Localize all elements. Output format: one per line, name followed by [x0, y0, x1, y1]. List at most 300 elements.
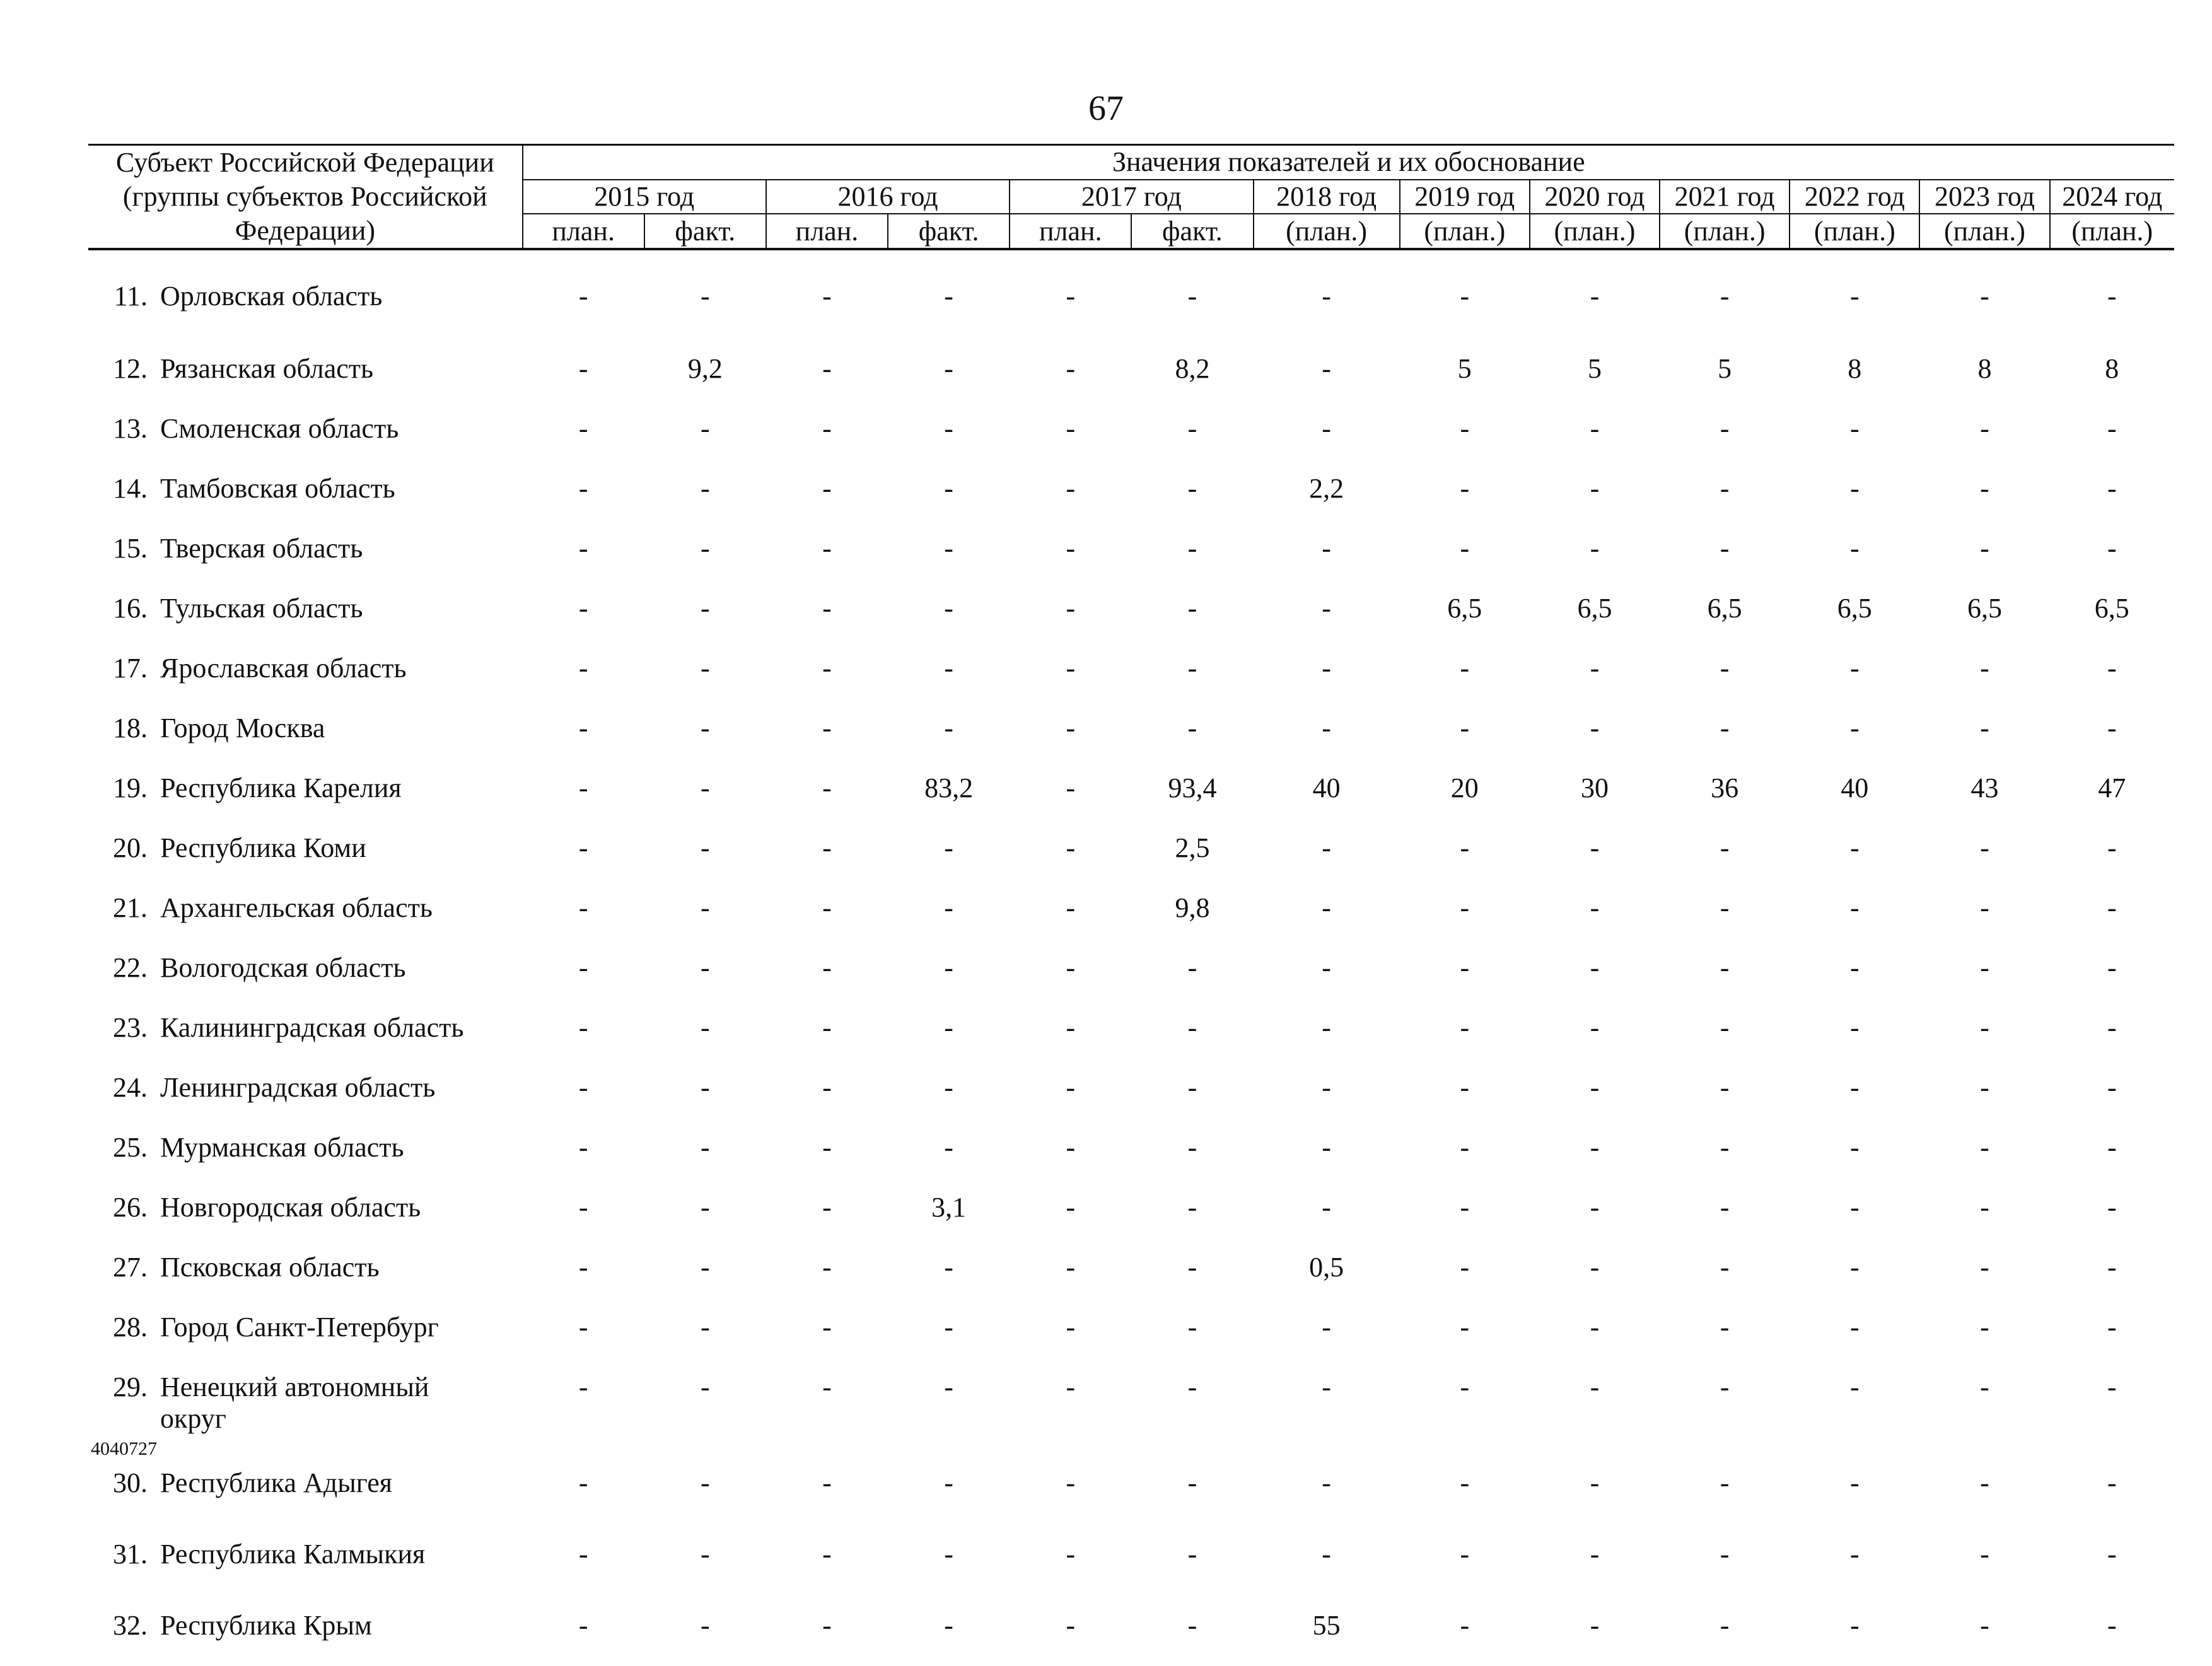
value-cell: - — [1460, 413, 1470, 444]
value-cell: - — [1849, 1252, 1860, 1283]
table-row — [88, 1523, 2174, 1595]
value-cell: - — [578, 1467, 588, 1498]
subject-cell — [88, 1121, 523, 1180]
value-cell: - — [1980, 281, 1989, 312]
value-cell: - — [822, 1610, 832, 1641]
row-number: 14. — [113, 473, 148, 504]
value-cell: - — [700, 1539, 710, 1570]
value-cell: - — [1849, 473, 1860, 504]
value-cell: - — [1849, 1610, 1860, 1641]
value-cell: - — [578, 952, 588, 983]
subheader-plan-2023: (план.) — [1919, 214, 2049, 249]
value-cell: - — [1720, 1252, 1730, 1283]
value-cell: - — [1849, 952, 1860, 983]
value-cell: - — [944, 1539, 953, 1570]
subheader-plan-2022: (план.) — [1790, 214, 1919, 249]
value-cell: - — [1590, 533, 1600, 564]
value-cell: - — [1980, 1012, 1989, 1043]
value-cell: - — [944, 1252, 953, 1283]
value-cell: - — [1187, 1610, 1197, 1641]
value-cell: - — [578, 772, 588, 803]
subheader-plan-2016: план. — [766, 214, 888, 249]
value-cell: - — [700, 653, 710, 684]
value-cell: 55 — [1312, 1610, 1341, 1641]
value-cell: - — [944, 281, 953, 312]
value-cell: - — [944, 593, 953, 624]
value-cell: - — [2107, 1072, 2117, 1103]
value-cell: - — [1066, 593, 1076, 624]
value-cell: - — [1322, 413, 1331, 444]
subject-name: Республика Адыгея — [160, 1467, 393, 1498]
value-cell: - — [1322, 1192, 1331, 1223]
value-cell: - — [1322, 1539, 1331, 1570]
subject-name: Город Санкт-Петербург — [160, 1312, 439, 1343]
value-cell: - — [700, 1372, 710, 1402]
value-cell: - — [1322, 1132, 1331, 1163]
subheader-plan-2017: план. — [1010, 214, 1131, 249]
subject-name: Мурманская область — [160, 1132, 404, 1163]
value-cell: - — [2107, 653, 2117, 684]
value-cell: - — [1980, 1192, 1989, 1223]
value-cell: - — [1720, 1610, 1730, 1641]
value-cell: - — [1849, 281, 1860, 312]
row-number: 17. — [113, 653, 148, 684]
value-cell: - — [1849, 1372, 1860, 1402]
value-cell: - — [2107, 1132, 2117, 1163]
value-cell: - — [1849, 832, 1860, 863]
table-row — [88, 881, 2174, 941]
value-cell: 2,5 — [1175, 832, 1210, 863]
value-cell: - — [1460, 1467, 1470, 1498]
value-cell: - — [822, 1312, 832, 1343]
value-cell: - — [822, 593, 832, 624]
subject-name: Рязанская область — [160, 353, 374, 384]
value-cell: - — [1980, 952, 1989, 983]
value-cell: - — [944, 413, 953, 444]
subject-name: Архангельская область — [160, 892, 433, 923]
document-id: 4040727 — [91, 1438, 157, 1459]
subheader-plan-2021: (план.) — [1660, 214, 1790, 249]
value-cell: - — [1460, 832, 1470, 863]
value-cell: - — [822, 952, 832, 983]
value-cell: - — [1590, 892, 1600, 923]
value-cell: - — [1066, 413, 1076, 444]
row-number: 22. — [113, 952, 148, 983]
value-cell: - — [1849, 1132, 1860, 1163]
value-cell: - — [1590, 653, 1600, 684]
value-cell: - — [1590, 1012, 1600, 1043]
value-cell: - — [822, 772, 832, 803]
value-cell: - — [1590, 1610, 1600, 1641]
value-cell: - — [1460, 1192, 1470, 1223]
value-cell: - — [1720, 832, 1730, 863]
value-cell: - — [1322, 892, 1331, 923]
subject-cell — [88, 641, 523, 701]
value-cell: - — [1720, 1539, 1730, 1570]
value-cell: 36 — [1711, 772, 1739, 803]
value-cell: - — [700, 832, 710, 863]
subject-cell — [88, 1452, 523, 1523]
value-cell: - — [1066, 473, 1076, 504]
value-cell: 2,2 — [1309, 473, 1344, 504]
value-cell: - — [1849, 713, 1860, 743]
value-cell: - — [1980, 473, 1989, 504]
value-cell: 9,8 — [1175, 892, 1210, 923]
table-row — [88, 1061, 2174, 1121]
value-cell: - — [944, 1132, 953, 1163]
value-cell: - — [1187, 1192, 1197, 1223]
value-cell: - — [1187, 1539, 1197, 1570]
value-cell: 6,5 — [1967, 593, 2002, 624]
value-cell: - — [700, 952, 710, 983]
value-cell: - — [1590, 1312, 1600, 1343]
value-cell: - — [1460, 892, 1470, 923]
value-cell: - — [700, 713, 710, 743]
value-cell: - — [1720, 1467, 1730, 1498]
subheader-plan-2018: (план.) — [1254, 214, 1400, 249]
value-cell: - — [578, 1252, 588, 1283]
value-cell: - — [822, 1467, 832, 1498]
value-cell: - — [1322, 1012, 1331, 1043]
value-cell: - — [1720, 281, 1730, 312]
value-cell: - — [1322, 832, 1331, 863]
value-cell: - — [822, 353, 832, 384]
value-cell: 6,5 — [1837, 593, 1872, 624]
value-cell: - — [1066, 653, 1076, 684]
value-cell: - — [700, 1012, 710, 1043]
table-row — [88, 521, 2174, 581]
value-cell: - — [1849, 413, 1860, 444]
year-header-2024: 2024 год — [2050, 180, 2174, 214]
subject-cell — [88, 1061, 523, 1121]
value-cell: - — [822, 413, 832, 444]
value-cell: - — [1980, 1072, 1989, 1103]
value-cell: - — [1187, 653, 1197, 684]
subject-name: Республика Карелия — [160, 772, 402, 803]
value-cell: - — [1066, 1192, 1076, 1223]
value-cell: - — [578, 281, 588, 312]
value-cell: - — [1187, 533, 1197, 564]
value-cell: - — [1980, 1132, 1989, 1163]
subject-name: Ярославская область — [160, 653, 407, 684]
table-row — [88, 641, 2174, 701]
value-cell: - — [944, 952, 953, 983]
value-cell: 47 — [2098, 772, 2126, 803]
row-number: 21. — [113, 892, 148, 923]
value-cell: 40 — [1841, 772, 1869, 803]
table-row — [88, 1300, 2174, 1360]
value-cell: - — [700, 593, 710, 624]
value-cell: - — [822, 1539, 832, 1570]
subject-cell — [88, 1240, 523, 1300]
value-cell: - — [578, 713, 588, 743]
value-cell: - — [700, 473, 710, 504]
subject-name: Вологодская область — [160, 952, 406, 983]
value-cell: - — [1322, 1312, 1331, 1343]
value-cell: - — [1849, 533, 1860, 564]
value-cell: - — [1187, 473, 1197, 504]
value-cell: - — [700, 1252, 710, 1283]
value-cell: - — [822, 1072, 832, 1103]
subheader-fact-2015: факт. — [644, 214, 766, 249]
value-cell: - — [1322, 952, 1331, 983]
value-cell: - — [1322, 653, 1331, 684]
subject-name: Ленинградская область — [160, 1072, 436, 1103]
row-number: 16. — [113, 593, 148, 624]
value-cell: 8 — [1848, 353, 1862, 384]
value-cell: - — [1849, 1072, 1860, 1103]
value-cell: - — [1980, 1312, 1989, 1343]
value-cell: - — [2107, 1467, 2117, 1498]
row-number: 27. — [113, 1252, 148, 1283]
value-cell: 0,5 — [1309, 1252, 1344, 1283]
value-cell: - — [1322, 281, 1331, 312]
value-cell: - — [1460, 473, 1470, 504]
value-cell: - — [1460, 1539, 1470, 1570]
subject-cell — [88, 462, 523, 521]
year-header-2020: 2020 год — [1530, 180, 1660, 214]
value-cell: - — [1849, 1312, 1860, 1343]
value-cell: - — [1322, 353, 1331, 384]
value-cell: 20 — [1450, 772, 1479, 803]
row-number: 30. — [113, 1467, 148, 1498]
value-cell: - — [1980, 1539, 1989, 1570]
value-cell: - — [1460, 281, 1470, 312]
row-number: 26. — [113, 1192, 148, 1223]
value-cell: - — [944, 1467, 953, 1498]
value-cell: - — [944, 1610, 953, 1641]
subject-cell — [88, 821, 523, 881]
subject-name: Город Москва — [160, 713, 325, 743]
value-cell: 5 — [1457, 353, 1472, 384]
value-cell: - — [578, 892, 588, 923]
value-cell: - — [700, 1312, 710, 1343]
value-cell: - — [2107, 1012, 2117, 1043]
value-cell: - — [578, 1192, 588, 1223]
year-header-2019: 2019 год — [1400, 180, 1530, 214]
row-number: 28. — [113, 1312, 148, 1343]
value-cell: - — [578, 1372, 588, 1402]
value-cell: - — [578, 593, 588, 624]
value-cell: - — [944, 1312, 953, 1343]
value-cell: - — [578, 1012, 588, 1043]
value-cell: - — [578, 353, 588, 384]
value-cell: - — [944, 1372, 953, 1402]
value-cell: 8 — [2105, 353, 2119, 384]
value-cell: - — [1849, 1012, 1860, 1043]
value-cell: 3,1 — [931, 1192, 967, 1223]
value-cell: - — [1460, 1372, 1470, 1402]
value-cell: - — [822, 473, 832, 504]
subject-name: Тверская область — [160, 533, 363, 564]
subheader-plan-2024: (план.) — [2050, 214, 2174, 249]
value-cell: - — [700, 892, 710, 923]
value-cell: - — [1590, 1467, 1600, 1498]
value-cell: - — [1720, 1312, 1730, 1343]
value-cell: - — [1980, 1372, 1989, 1402]
value-cell: - — [944, 832, 953, 863]
value-cell: - — [1187, 1072, 1197, 1103]
value-cell: - — [2107, 1539, 2117, 1570]
value-cell: - — [1187, 1012, 1197, 1043]
value-cell: - — [822, 1192, 832, 1223]
subject-cell — [88, 521, 523, 581]
value-cell: - — [822, 892, 832, 923]
subject-cell — [88, 881, 523, 941]
value-cell: - — [1066, 772, 1076, 803]
value-cell: - — [1187, 1467, 1197, 1498]
subheader-fact-2016: факт. — [888, 214, 1010, 249]
value-cell: - — [1849, 653, 1860, 684]
table-row — [88, 1121, 2174, 1180]
value-cell: - — [2107, 1610, 2117, 1641]
value-cell: - — [1720, 653, 1730, 684]
value-cell: 9,2 — [687, 353, 723, 384]
value-cell: - — [700, 413, 710, 444]
value-cell: - — [1066, 1539, 1076, 1570]
subject-cell — [88, 761, 523, 821]
year-header-2016: 2016 год — [766, 180, 1010, 214]
subject-cell — [88, 342, 523, 402]
value-cell: - — [1980, 1610, 1989, 1641]
table-row — [88, 581, 2174, 641]
value-cell: - — [1187, 281, 1197, 312]
value-cell: - — [2107, 281, 2117, 312]
row-number: 19. — [113, 772, 148, 803]
value-cell: - — [1720, 1372, 1730, 1402]
value-cell: - — [1720, 713, 1730, 743]
value-cell: - — [822, 281, 832, 312]
value-cell: - — [1720, 1192, 1730, 1223]
table-row — [88, 402, 2174, 462]
row-number: 12. — [113, 353, 148, 384]
subject-cell — [88, 1595, 523, 1666]
table-row — [88, 701, 2174, 761]
value-cell: - — [1590, 1372, 1600, 1402]
value-cell: - — [1980, 1467, 1989, 1498]
value-cell: - — [1590, 1539, 1600, 1570]
value-cell: - — [1590, 952, 1600, 983]
value-cell: - — [1066, 353, 1076, 384]
value-cell: - — [1460, 533, 1470, 564]
value-cell: - — [1187, 1252, 1197, 1283]
value-cell: - — [1066, 892, 1076, 923]
value-cell: - — [1460, 713, 1470, 743]
value-cell: - — [2107, 1372, 2117, 1402]
subject-cell — [88, 941, 523, 1001]
value-cell: - — [1322, 593, 1331, 624]
value-cell: - — [1590, 713, 1600, 743]
value-cell: - — [700, 1192, 710, 1223]
value-cell: - — [1066, 1252, 1076, 1283]
subheader-plan-2015: план. — [523, 214, 644, 249]
value-cell: - — [2107, 1252, 2117, 1283]
subject-name: Республика Крым — [160, 1610, 372, 1641]
subheader-plan-2020: (план.) — [1530, 214, 1660, 249]
value-cell: - — [1322, 1467, 1331, 1498]
table-row — [88, 462, 2174, 521]
value-cell: - — [1460, 1132, 1470, 1163]
subject-cell — [88, 1001, 523, 1061]
value-cell: - — [822, 1252, 832, 1283]
value-cell: - — [1187, 1132, 1197, 1163]
table-row — [88, 1595, 2174, 1666]
value-cell: 6,5 — [1707, 593, 1742, 624]
value-cell: - — [578, 473, 588, 504]
value-cell: - — [1590, 1252, 1600, 1283]
subject-cell — [88, 1523, 523, 1595]
value-cell: - — [1590, 473, 1600, 504]
value-cell: - — [1720, 533, 1730, 564]
value-cell: - — [944, 892, 953, 923]
value-cell: - — [1980, 1252, 1989, 1283]
value-cell: 6,5 — [1447, 593, 1482, 624]
value-cell: - — [822, 832, 832, 863]
value-cell: - — [1980, 713, 1989, 743]
row-number: 31. — [113, 1539, 148, 1570]
value-cell: - — [700, 1072, 710, 1103]
value-cell: - — [700, 772, 710, 803]
value-cell: 43 — [1970, 772, 1999, 803]
value-cell: - — [944, 1072, 953, 1103]
value-cell: - — [944, 713, 953, 743]
subject-cell — [88, 581, 523, 641]
value-cell: - — [578, 832, 588, 863]
value-cell: - — [1720, 892, 1730, 923]
value-cell: - — [2107, 1192, 2117, 1223]
subject-name: Калининградская область — [160, 1012, 464, 1043]
value-cell: 5 — [1718, 353, 1732, 384]
value-cell: - — [1590, 1072, 1600, 1103]
table-row — [88, 821, 2174, 881]
value-cell: - — [1720, 1012, 1730, 1043]
value-cell: - — [700, 1610, 710, 1641]
value-cell: - — [944, 353, 953, 384]
value-cell: - — [2107, 533, 2117, 564]
table-body — [88, 249, 2174, 1666]
value-cell: - — [1066, 1372, 1076, 1402]
value-cell: - — [1849, 1467, 1860, 1498]
subject-name: Тамбовская область — [160, 473, 395, 504]
table-row — [88, 1452, 2174, 1523]
table-row — [88, 761, 2174, 821]
value-cell: - — [578, 1610, 588, 1641]
value-cell: - — [944, 1012, 953, 1043]
value-cell: 83,2 — [924, 772, 974, 803]
value-cell: - — [700, 1467, 710, 1498]
value-cell: - — [1187, 1312, 1197, 1343]
value-cell: - — [1460, 1252, 1470, 1283]
value-cell: - — [2107, 952, 2117, 983]
value-cell: 93,4 — [1168, 772, 1217, 803]
value-cell: - — [1066, 1610, 1076, 1641]
value-cell: - — [1980, 832, 1989, 863]
value-cell: 6,5 — [1577, 593, 1612, 624]
value-cell: - — [578, 413, 588, 444]
value-cell: - — [1980, 533, 1989, 564]
value-cell: - — [1980, 653, 1989, 684]
value-cell: - — [944, 473, 953, 504]
value-cell: 5 — [1587, 353, 1602, 384]
row-number: 24. — [113, 1072, 148, 1103]
table-header — [88, 145, 2174, 250]
value-cell: - — [1187, 413, 1197, 444]
subject-column-header: Субъект Российской Федерации (группы субъектов Российской Федерации) — [88, 145, 523, 250]
indicators-table — [88, 144, 2174, 1666]
value-cell: - — [1460, 1072, 1470, 1103]
value-cell: - — [1849, 892, 1860, 923]
value-cell: - — [1980, 892, 1989, 923]
